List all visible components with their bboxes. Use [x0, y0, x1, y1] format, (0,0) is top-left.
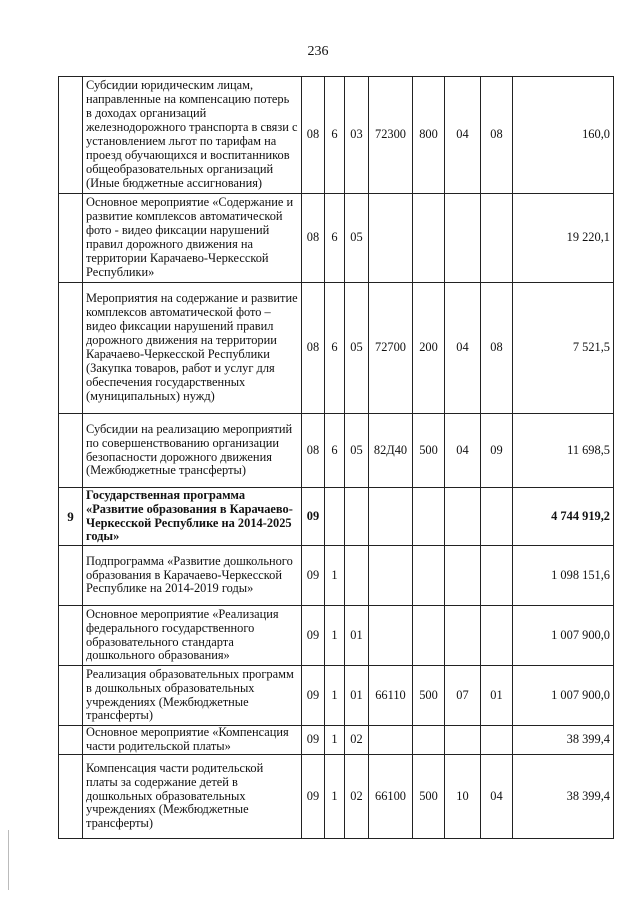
subprogram-code-cell: 1 — [325, 606, 345, 666]
activity-code-cell: 01 — [345, 606, 369, 666]
activity-code-cell — [345, 546, 369, 606]
program-code-cell: 09 — [302, 488, 325, 546]
amount-cell: 1 098 151,6 — [513, 546, 614, 606]
subsection-code-cell — [481, 546, 513, 606]
expense-type-code-cell — [413, 726, 445, 755]
expense-type-code-cell — [413, 488, 445, 546]
activity-code-cell: 05 — [345, 414, 369, 488]
row-number-cell — [59, 194, 83, 283]
row-name-cell: Государственная программа «Развитие образования в Карачаево-Черкесской Республике на 2014-2025 годы» — [83, 488, 302, 546]
program-code-cell: 09 — [302, 726, 325, 755]
expense-type-code-cell: 200 — [413, 283, 445, 414]
subsection-code-cell: 09 — [481, 414, 513, 488]
amount-cell: 1 007 900,0 — [513, 666, 614, 726]
amount-cell: 38 399,4 — [513, 755, 614, 839]
activity-code-cell: 02 — [345, 726, 369, 755]
section-code-cell: 04 — [445, 283, 481, 414]
row-name-cell: Основное мероприятие «Компенсация части родительской платы» — [83, 726, 302, 755]
direction-code-cell — [369, 546, 413, 606]
row-name-cell: Основное мероприятие «Содержание и развитие комплексов автоматической фото - видео фиксации нарушений правил дорожного движения на территории Карачаево-Черкесской Республики» — [83, 194, 302, 283]
program-code-cell: 08 — [302, 194, 325, 283]
section-code-cell: 04 — [445, 77, 481, 194]
activity-code-cell — [345, 488, 369, 546]
row-number-cell — [59, 755, 83, 839]
budget-table — [58, 76, 614, 839]
section-code-cell — [445, 726, 481, 755]
table-row — [59, 283, 614, 414]
row-number-cell — [59, 726, 83, 755]
table-row — [59, 488, 614, 546]
program-code-cell: 08 — [302, 77, 325, 194]
expense-type-code-cell: 500 — [413, 666, 445, 726]
table-row — [59, 77, 614, 194]
expense-type-code-cell: 800 — [413, 77, 445, 194]
program-code-cell: 09 — [302, 606, 325, 666]
amount-cell: 19 220,1 — [513, 194, 614, 283]
direction-code-cell — [369, 606, 413, 666]
amount-cell: 11 698,5 — [513, 414, 614, 488]
row-name-cell: Компенсация части родительской платы за содержание детей в дошкольных образовательных учреждениях (Межбюджетные трансферты) — [83, 755, 302, 839]
amount-cell: 38 399,4 — [513, 726, 614, 755]
row-number-cell — [59, 414, 83, 488]
row-number-cell — [59, 666, 83, 726]
amount-cell: 7 521,5 — [513, 283, 614, 414]
direction-code-cell: 82Д40 — [369, 414, 413, 488]
table-row — [59, 666, 614, 726]
table-row — [59, 726, 614, 755]
direction-code-cell — [369, 194, 413, 283]
subsection-code-cell: 08 — [481, 283, 513, 414]
activity-code-cell: 02 — [345, 755, 369, 839]
amount-cell: 1 007 900,0 — [513, 606, 614, 666]
direction-code-cell: 72700 — [369, 283, 413, 414]
table-row — [59, 546, 614, 606]
table-row — [59, 606, 614, 666]
subprogram-code-cell: 6 — [325, 194, 345, 283]
row-number-cell: 9 — [59, 488, 83, 546]
subsection-code-cell: 08 — [481, 77, 513, 194]
amount-cell: 160,0 — [513, 77, 614, 194]
activity-code-cell: 05 — [345, 194, 369, 283]
program-code-cell: 08 — [302, 414, 325, 488]
section-code-cell — [445, 546, 481, 606]
row-name-cell: Подпрограмма «Развитие дошкольного образования в Карачаево-Черкесской Республике на 2014-2019 годы» — [83, 546, 302, 606]
direction-code-cell — [369, 488, 413, 546]
subprogram-code-cell: 1 — [325, 666, 345, 726]
table-row — [59, 414, 614, 488]
subprogram-code-cell: 1 — [325, 726, 345, 755]
row-name-cell: Основное мероприятие «Реализация федерального государственного образовательного стандарта дошкольного образования» — [83, 606, 302, 666]
subsection-code-cell — [481, 726, 513, 755]
subprogram-code-cell: 6 — [325, 283, 345, 414]
row-name-cell: Мероприятия на содержание и развитие комплексов автоматической фото – видео фиксации нарушений правил дорожного движения на территории Карачаево-Черкесской Республики (Закупка товаров, работ и услуг для обеспечения государственных (муниципальных) нужд) — [83, 283, 302, 414]
table-body — [59, 77, 614, 839]
expense-type-code-cell — [413, 546, 445, 606]
program-code-cell: 09 — [302, 546, 325, 606]
subprogram-code-cell: 1 — [325, 755, 345, 839]
subprogram-code-cell: 1 — [325, 546, 345, 606]
subprogram-code-cell — [325, 488, 345, 546]
page-number: 236 — [307, 44, 329, 59]
section-code-cell: 07 — [445, 666, 481, 726]
row-name-cell: Субсидии юридическим лицам, направленные на компенсацию потерь в доходах организаций железнодорожного транспорта в связи с установлением льгот по тарифам на проезд обучающихся и воспитанников общеобразовательных организаций (Иные бюджетные ассигнования) — [83, 77, 302, 194]
expense-type-code-cell: 500 — [413, 414, 445, 488]
activity-code-cell: 03 — [345, 77, 369, 194]
row-number-cell — [59, 283, 83, 414]
section-code-cell: 04 — [445, 414, 481, 488]
subsection-code-cell — [481, 488, 513, 546]
direction-code-cell: 66100 — [369, 755, 413, 839]
expense-type-code-cell — [413, 194, 445, 283]
program-code-cell: 09 — [302, 666, 325, 726]
subsection-code-cell — [481, 194, 513, 283]
row-number-cell — [59, 546, 83, 606]
section-code-cell — [445, 488, 481, 546]
activity-code-cell: 01 — [345, 666, 369, 726]
row-name-cell: Реализация образовательных программ в дошкольных образовательных учреждениях (Межбюджетные трансферты) — [83, 666, 302, 726]
section-code-cell: 10 — [445, 755, 481, 839]
subprogram-code-cell: 6 — [325, 77, 345, 194]
scan-margin-mark — [8, 830, 9, 890]
direction-code-cell — [369, 726, 413, 755]
row-name-cell: Субсидии на реализацию мероприятий по совершенствованию организации безопасности дорожного движения (Межбюджетные трансферты) — [83, 414, 302, 488]
subsection-code-cell: 04 — [481, 755, 513, 839]
subsection-code-cell — [481, 606, 513, 666]
direction-code-cell: 66110 — [369, 666, 413, 726]
table-row — [59, 194, 614, 283]
direction-code-cell: 72300 — [369, 77, 413, 194]
program-code-cell: 09 — [302, 755, 325, 839]
table-row — [59, 755, 614, 839]
section-code-cell — [445, 606, 481, 666]
program-code-cell: 08 — [302, 283, 325, 414]
subprogram-code-cell: 6 — [325, 414, 345, 488]
amount-cell: 4 744 919,2 — [513, 488, 614, 546]
expense-type-code-cell — [413, 606, 445, 666]
row-number-cell — [59, 606, 83, 666]
activity-code-cell: 05 — [345, 283, 369, 414]
expense-type-code-cell: 500 — [413, 755, 445, 839]
section-code-cell — [445, 194, 481, 283]
subsection-code-cell: 01 — [481, 666, 513, 726]
row-number-cell — [59, 77, 83, 194]
